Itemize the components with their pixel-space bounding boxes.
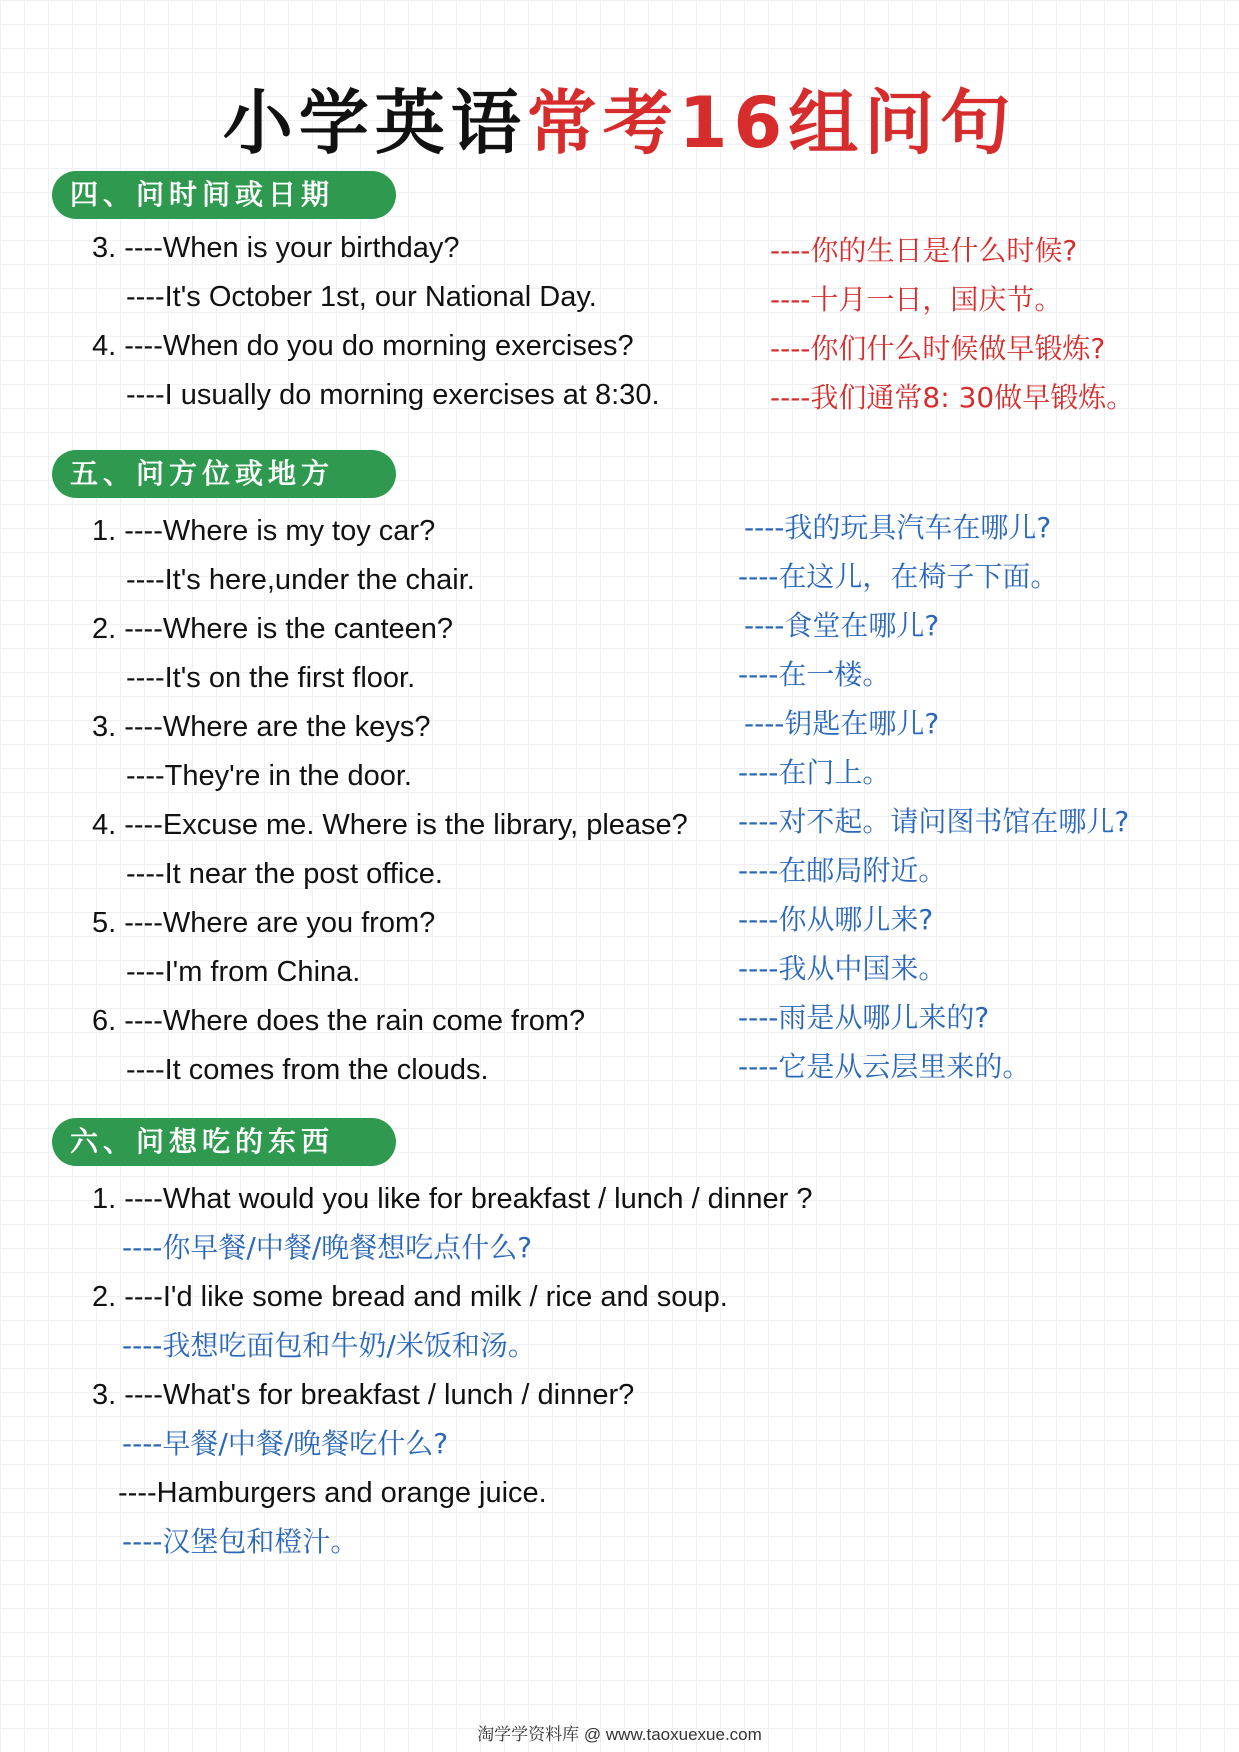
qa-en-line: 1. ----Where is my toy car? xyxy=(92,515,436,547)
qa-en-line: ----I usually do morning exercises at 8:30. xyxy=(126,379,660,411)
qa-cn-line: ----雨是从哪儿来的? xyxy=(738,1001,990,1034)
page-title-red: 常考16组问句 xyxy=(526,82,1017,164)
qa-cn-line: ----它是从云层里来的。 xyxy=(738,1050,1031,1083)
page-title-black: 小学英语 xyxy=(222,82,527,164)
qa-en-line: 5. ----Where are you from? xyxy=(92,907,436,939)
qa-cn-line: ----食堂在哪儿? xyxy=(744,609,940,642)
qa-en-line: 6. ----Where does the rain come from? xyxy=(92,1005,586,1037)
section-heading-time: 四、问时间或日期 xyxy=(52,171,396,219)
section-heading-food: 六、问想吃的东西 xyxy=(52,1118,396,1166)
qa-cn-line: ----我的玩具汽车在哪儿? xyxy=(744,511,1052,544)
qa-cn-line: ----十月一日，国庆节。 xyxy=(770,283,1063,316)
section-heading-place: 五、问方位或地方 xyxy=(52,450,396,498)
qa-en-line: ----They're in the door. xyxy=(126,760,412,792)
qa-en-line: 2. ----I'd like some bread and milk / rice and soup. xyxy=(92,1281,728,1313)
qa-cn-line: ----在邮局附近。 xyxy=(738,854,947,887)
qa-cn-line: ----早餐/中餐/晚餐吃什么? xyxy=(122,1427,449,1460)
qa-en-line: 4. ----When do you do morning exercises? xyxy=(92,330,634,362)
qa-cn-line: ----钥匙在哪儿? xyxy=(744,707,940,740)
footer-watermark: 淘学学资料库 @ www.taoxuexue.com xyxy=(477,1725,762,1744)
qa-en-line: 1. ----What would you like for breakfast / lunch / dinner ? xyxy=(92,1183,813,1215)
qa-en-line: ----It comes from the clouds. xyxy=(126,1054,489,1086)
qa-cn-line: ----对不起。请问图书馆在哪儿? xyxy=(738,805,1130,838)
qa-en-line: 2. ----Where is the canteen? xyxy=(92,613,454,645)
qa-en-line: ----I'm from China. xyxy=(126,956,361,988)
qa-cn-line: ----你从哪儿来? xyxy=(738,903,934,936)
qa-en-line: 3. ----When is your birthday? xyxy=(92,232,460,264)
qa-cn-line: ----你早餐/中餐/晚餐想吃点什么? xyxy=(122,1231,533,1264)
page-title xyxy=(0,78,1239,168)
qa-cn-line: ----我想吃面包和牛奶/米饭和汤。 xyxy=(122,1329,536,1362)
qa-en-line: 3. ----What's for breakfast / lunch / dinner? xyxy=(92,1379,635,1411)
qa-en-line: ----It's here,under the chair. xyxy=(126,564,475,596)
qa-cn-line: ----我们通常8: 30做早锻炼。 xyxy=(770,381,1135,414)
qa-cn-line: ----你的生日是什么时候? xyxy=(770,234,1078,267)
qa-en-line: 4. ----Excuse me. Where is the library, please? xyxy=(92,809,688,841)
qa-en-line: ----Hamburgers and orange juice. xyxy=(118,1477,547,1509)
qa-cn-line: ----在这儿，在椅子下面。 xyxy=(738,560,1059,593)
qa-cn-line: ----我从中国来。 xyxy=(738,952,947,985)
qa-en-line: ----It near the post office. xyxy=(126,858,443,890)
qa-en-line: ----It's on the first floor. xyxy=(126,662,416,694)
qa-cn-line: ----你们什么时候做早锻炼? xyxy=(770,332,1106,365)
qa-en-line: ----It's October 1st, our National Day. xyxy=(126,281,597,313)
qa-en-line: 3. ----Where are the keys? xyxy=(92,711,431,743)
qa-cn-line: ----汉堡包和橙汁。 xyxy=(122,1525,359,1558)
qa-cn-line: ----在门上。 xyxy=(738,756,891,789)
qa-cn-line: ----在一楼。 xyxy=(738,658,891,691)
